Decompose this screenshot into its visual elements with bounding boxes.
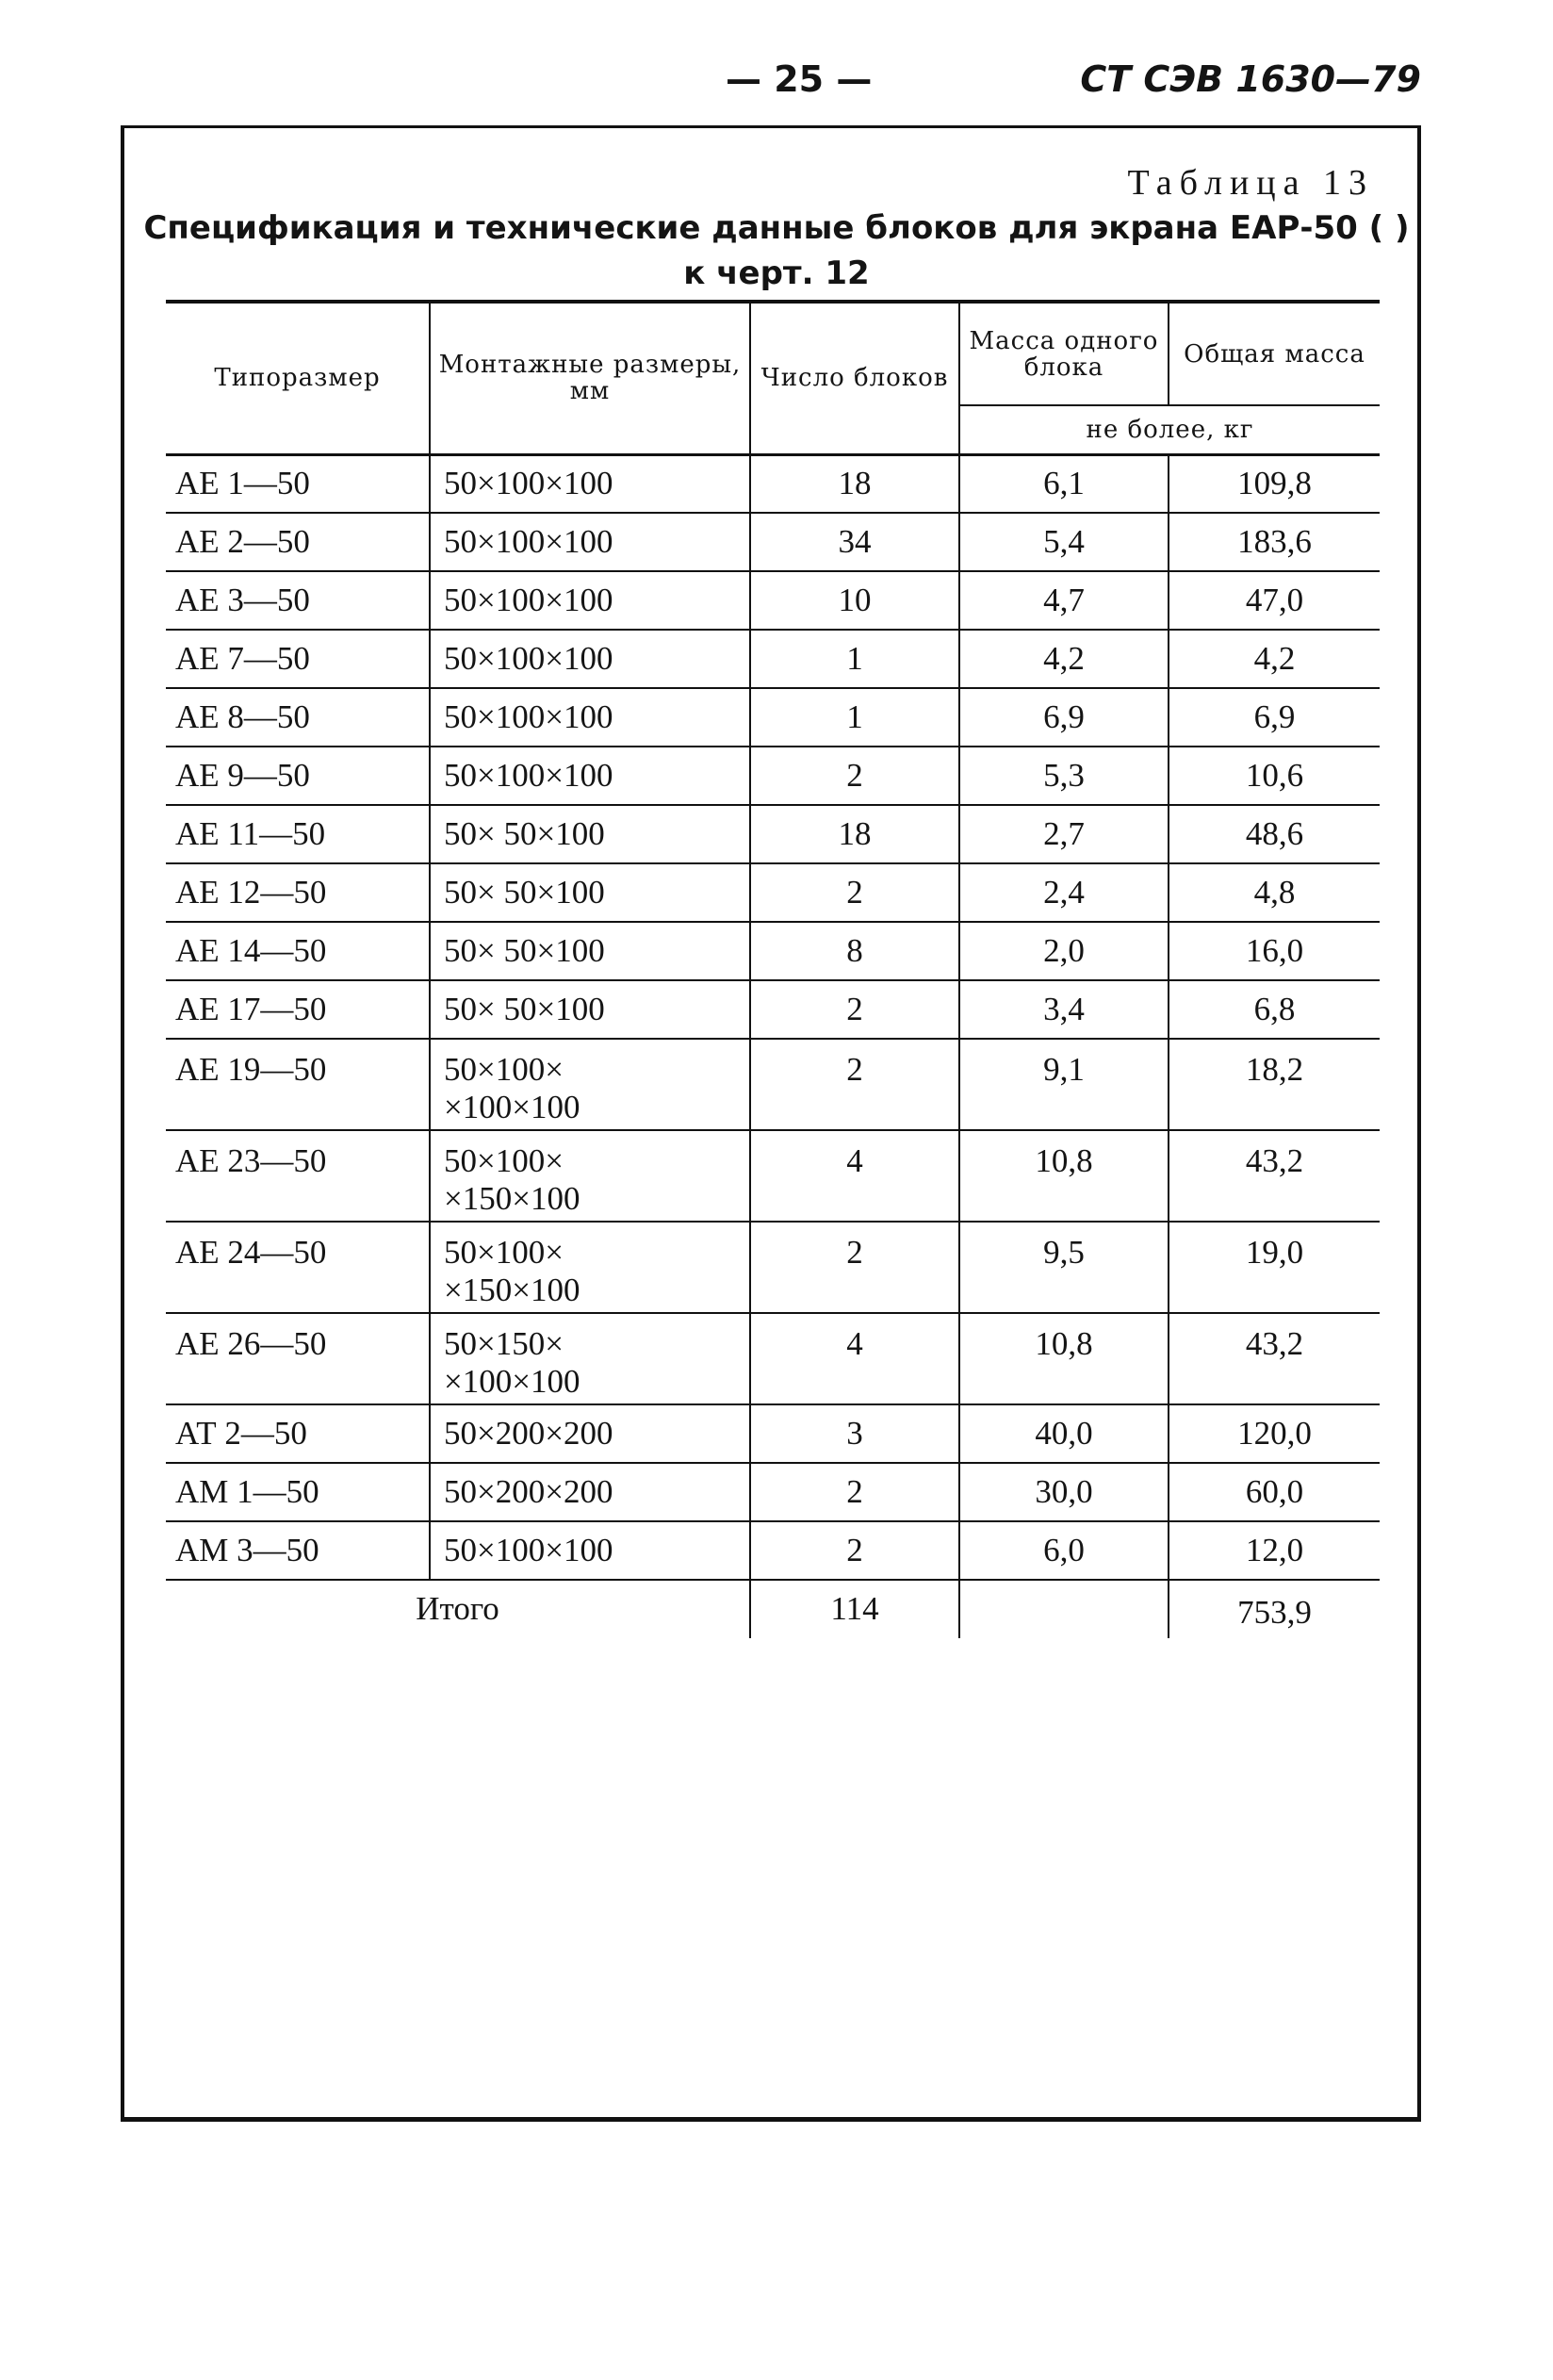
standard-code: СТ СЭВ 1630—79 xyxy=(1080,58,1421,100)
cell-mass-one: 2,7 xyxy=(959,805,1169,863)
mount-line-1: 50× 50×100 xyxy=(444,991,605,1027)
cell-mass-one: 10,8 xyxy=(959,1313,1169,1404)
table-row xyxy=(166,980,1380,1039)
cell-mass-one: 4,7 xyxy=(959,571,1169,630)
col-header-count: Число блоков xyxy=(750,302,959,454)
mount-line-1: 50×150× xyxy=(444,1325,564,1362)
table-body xyxy=(166,454,1380,1638)
cell-count: 4 xyxy=(750,1313,959,1404)
mount-line-1: 50×100× xyxy=(444,1051,564,1088)
mount-line-2: ×150×100 xyxy=(444,1272,580,1308)
mount-line-1: 50× 50×100 xyxy=(444,874,605,911)
cell-count: 18 xyxy=(750,454,959,513)
mount-line-1: 50×200×200 xyxy=(444,1415,613,1452)
col-header-mass-one: Масса одного блока xyxy=(959,302,1169,405)
cell-count: 2 xyxy=(750,1521,959,1580)
cell-mass-one: 6,1 xyxy=(959,454,1169,513)
table-row xyxy=(166,805,1380,863)
cell-count: 34 xyxy=(750,513,959,571)
table-label: Таблица 13 xyxy=(1127,163,1374,203)
mount-line-1: 50×100×100 xyxy=(444,523,613,560)
cell-type: АЕ 1—50 xyxy=(166,454,430,513)
cell-mass-one: 40,0 xyxy=(959,1404,1169,1463)
cell-mount xyxy=(430,747,750,805)
total-label: Итого xyxy=(166,1580,750,1638)
mount-line-2: ×100×100 xyxy=(444,1089,580,1125)
table-row xyxy=(166,630,1380,688)
cell-type: АЕ 23—50 xyxy=(166,1130,430,1222)
cell-mount xyxy=(430,863,750,922)
cell-mass-one: 2,0 xyxy=(959,922,1169,980)
cell-mass-one: 2,4 xyxy=(959,863,1169,922)
cell-mass-one: 9,5 xyxy=(959,1222,1169,1313)
cell-type: АЕ 2—50 xyxy=(166,513,430,571)
cell-count: 2 xyxy=(750,863,959,922)
cell-type: АЕ 11—50 xyxy=(166,805,430,863)
cell-count: 2 xyxy=(750,1039,959,1130)
cell-count: 3 xyxy=(750,1404,959,1463)
cell-mount xyxy=(430,1521,750,1580)
col-header-mount: Монтажные размеры, мм xyxy=(430,302,750,454)
mount-line-1: 50× 50×100 xyxy=(444,932,605,969)
cell-mass-total: 183,6 xyxy=(1169,513,1380,571)
cell-mass-total: 19,0 xyxy=(1169,1222,1380,1313)
cell-mass-one: 6,9 xyxy=(959,688,1169,747)
page-number: — 25 — xyxy=(726,58,873,100)
cell-mount xyxy=(430,922,750,980)
cell-mass-one: 3,4 xyxy=(959,980,1169,1039)
mount-line-2: ×150×100 xyxy=(444,1180,580,1217)
cell-mass-one: 5,4 xyxy=(959,513,1169,571)
cell-mount xyxy=(430,1039,750,1130)
cell-type: АЕ 24—50 xyxy=(166,1222,430,1313)
total-mass: 753,9 xyxy=(1237,1594,1312,1631)
cell-type: АМ 3—50 xyxy=(166,1521,430,1580)
cell-type: АЕ 19—50 xyxy=(166,1039,430,1130)
table-row xyxy=(166,922,1380,980)
cell-mass-total: 4,2 xyxy=(1169,630,1380,688)
cell-mass-one: 9,1 xyxy=(959,1039,1169,1130)
cell-mount xyxy=(430,1404,750,1463)
mount-line-1: 50×100× xyxy=(444,1142,564,1179)
cell-mount xyxy=(430,1463,750,1521)
mount-line-1: 50×100×100 xyxy=(444,640,613,677)
mount-line-2: ×100×100 xyxy=(444,1363,580,1400)
cell-type: АЕ 9—50 xyxy=(166,747,430,805)
col-header-type: Типоразмер xyxy=(166,302,430,454)
cell-mount xyxy=(430,571,750,630)
cell-mass-one: 5,3 xyxy=(959,747,1169,805)
cell-mass-total: 109,8 xyxy=(1169,454,1380,513)
cell-mount xyxy=(430,980,750,1039)
table-row xyxy=(166,1313,1380,1404)
cell-mount xyxy=(430,513,750,571)
page-header xyxy=(0,58,1553,115)
cell-mass-total: 12,0 xyxy=(1169,1521,1380,1580)
total-mass-one xyxy=(959,1580,1169,1638)
cell-type: АЕ 3—50 xyxy=(166,571,430,630)
cell-count: 1 xyxy=(750,630,959,688)
cell-type: АМ 1—50 xyxy=(166,1463,430,1521)
cell-mass-one: 6,0 xyxy=(959,1521,1169,1580)
cell-mass-total: 10,6 xyxy=(1169,747,1380,805)
table-row xyxy=(166,1130,1380,1222)
cell-mass-total: 47,0 xyxy=(1169,571,1380,630)
cell-count: 2 xyxy=(750,980,959,1039)
total-count: 114 xyxy=(750,1580,959,1638)
cell-mass-total: 16,0 xyxy=(1169,922,1380,980)
mount-line-1: 50×100×100 xyxy=(444,1532,613,1568)
cell-mass-one: 30,0 xyxy=(959,1463,1169,1521)
cell-mass-total: 48,6 xyxy=(1169,805,1380,863)
cell-mass-total: 43,2 xyxy=(1169,1313,1380,1404)
cell-mount xyxy=(430,630,750,688)
cell-mount xyxy=(430,454,750,513)
cell-mount xyxy=(430,1313,750,1404)
table-caption xyxy=(0,205,1553,296)
table-head xyxy=(166,302,1380,454)
mount-line-1: 50×100×100 xyxy=(444,582,613,618)
cell-mass-total: 60,0 xyxy=(1169,1463,1380,1521)
cell-count: 2 xyxy=(750,1222,959,1313)
cell-mass-total: 6,8 xyxy=(1169,980,1380,1039)
total-row xyxy=(166,1580,1380,1638)
cell-count: 8 xyxy=(750,922,959,980)
cell-count: 2 xyxy=(750,1463,959,1521)
mount-line-1: 50×100×100 xyxy=(444,698,613,735)
table-row xyxy=(166,1222,1380,1313)
mount-line-1: 50×100×100 xyxy=(444,465,613,502)
caption-line-1: Спецификация и технические данные блоков для экрана ЕАР-50 ( ) xyxy=(143,209,1410,247)
caption-line-2: к черт. 12 xyxy=(683,254,870,292)
cell-type: АЕ 17—50 xyxy=(166,980,430,1039)
cell-type: АЕ 26—50 xyxy=(166,1313,430,1404)
cell-mount xyxy=(430,805,750,863)
cell-count: 1 xyxy=(750,688,959,747)
mount-line-1: 50×100× xyxy=(444,1234,564,1271)
cell-type: АЕ 7—50 xyxy=(166,630,430,688)
col-header-unit-note: не более, кг xyxy=(1086,415,1254,444)
mount-line-1: 50×200×200 xyxy=(444,1473,613,1510)
table-row xyxy=(166,513,1380,571)
table-row xyxy=(166,1404,1380,1463)
cell-mass-total: 120,0 xyxy=(1169,1404,1380,1463)
cell-mass-total: 6,9 xyxy=(1169,688,1380,747)
cell-type: АЕ 12—50 xyxy=(166,863,430,922)
table-row xyxy=(166,688,1380,747)
mount-line-1: 50×100×100 xyxy=(444,757,613,794)
cell-count: 18 xyxy=(750,805,959,863)
col-header-mass-total: Общая масса xyxy=(1169,302,1380,405)
cell-mass-total: 43,2 xyxy=(1169,1130,1380,1222)
cell-mount xyxy=(430,1130,750,1222)
cell-count: 10 xyxy=(750,571,959,630)
cell-mass-total: 4,8 xyxy=(1169,863,1380,922)
table-row xyxy=(166,1463,1380,1521)
cell-count: 4 xyxy=(750,1130,959,1222)
cell-mount xyxy=(430,688,750,747)
table-row xyxy=(166,1521,1380,1580)
table-row xyxy=(166,454,1380,513)
table-row xyxy=(166,863,1380,922)
cell-type: АЕ 8—50 xyxy=(166,688,430,747)
cell-mass-one: 4,2 xyxy=(959,630,1169,688)
cell-mass-one: 10,8 xyxy=(959,1130,1169,1222)
cell-mass-total: 18,2 xyxy=(1169,1039,1380,1130)
table-row xyxy=(166,1039,1380,1130)
cell-count: 2 xyxy=(750,747,959,805)
table-row xyxy=(166,747,1380,805)
table-row xyxy=(166,571,1380,630)
mount-line-1: 50× 50×100 xyxy=(444,815,605,852)
cell-type: АЕ 14—50 xyxy=(166,922,430,980)
cell-type: АТ 2—50 xyxy=(166,1404,430,1463)
cell-mount xyxy=(430,1222,750,1313)
spec-table xyxy=(166,300,1380,1638)
